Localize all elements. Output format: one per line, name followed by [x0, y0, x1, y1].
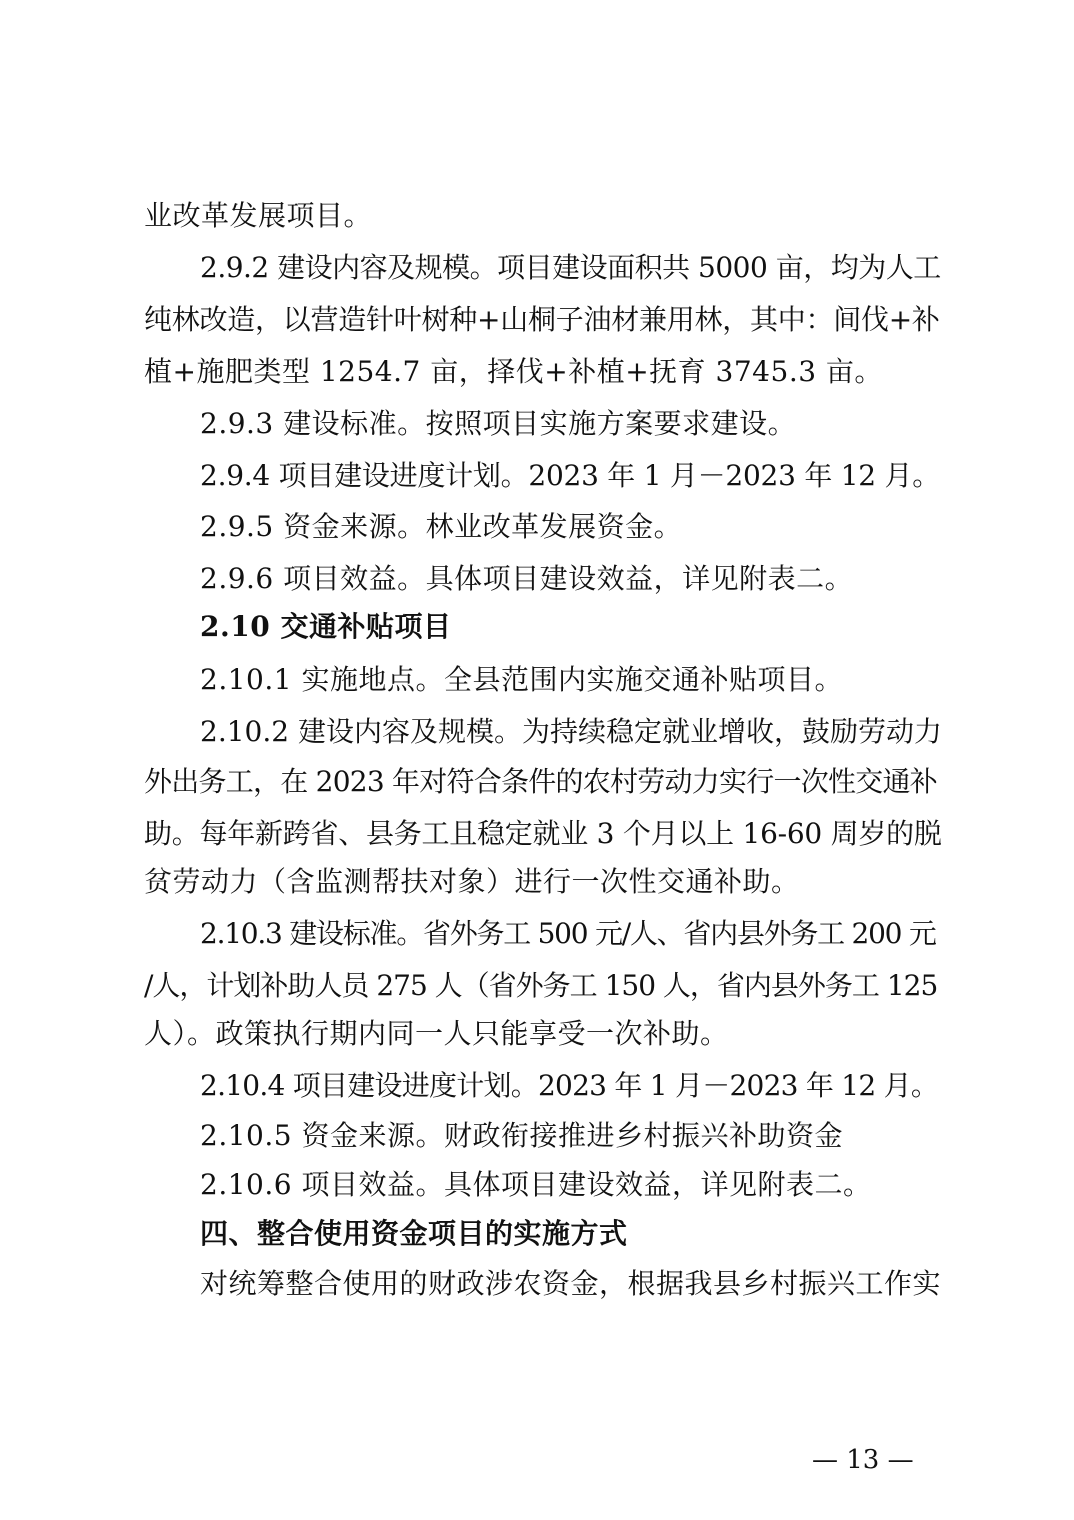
- page-number: — 13 —: [812, 1445, 914, 1475]
- text-line: 纯林改造，以营造针叶树种+山桐子油材兼用林，其中：间伐+补: [144, 303, 940, 336]
- text-line: 2.10.4 项目建设进度计划。2023 年 1 月－2023 年 12 月。: [200, 1069, 939, 1102]
- text-line: 外出务工，在 2023 年对符合条件的农村劳动力实行一次性交通补: [144, 765, 938, 798]
- text-line: 植+施肥类型 1254.7 亩，择伐+补植+抚育 3745.3 亩。: [144, 355, 883, 388]
- text-line: 人）。政策执行期内同一人只能享受一次补助。: [144, 1017, 729, 1050]
- section-heading: 四、整合使用资金项目的实施方式: [200, 1217, 628, 1250]
- text-line: 助。每年新跨省、县务工且稳定就业 3 个月以上 16-60 周岁的脱: [144, 817, 942, 850]
- text-line: 2.9.4 项目建设进度计划。2023 年 1 月－2023 年 12 月。: [200, 459, 941, 492]
- text-line: 2.10.6 项目效益。具体项目建设效益，详见附表二。: [200, 1168, 872, 1201]
- text-line: 贫劳动力（含监测帮扶对象）进行一次性交通补助。: [144, 865, 800, 898]
- text-line: 2.9.2 建设内容及规模。项目建设面积共 5000 亩，均为人工: [200, 251, 941, 284]
- text-line: 2.9.6 项目效益。具体项目建设效益，详见附表二。: [200, 562, 854, 595]
- text-line: 2.10.2 建设内容及规模。为持续稳定就业增收，鼓励劳动力: [200, 715, 942, 748]
- text-line: 2.10.5 资金来源。财政衔接推进乡村振兴补助资金: [200, 1119, 843, 1152]
- text-line: 对统筹整合使用的财政涉农资金，根据我县乡村振兴工作实: [200, 1267, 942, 1300]
- text-line: 2.9.3 建设标准。按照项目实施方案要求建设。: [200, 407, 797, 440]
- section-heading: 2.10 交通补贴项目: [200, 610, 452, 643]
- text-line: /人，计划补助人员 275 人（省外务工 150 人，省内县外务工 125: [144, 969, 938, 1002]
- text-line: 2.10.1 实施地点。全县范围内实施交通补贴项目。: [200, 663, 843, 696]
- text-line: 业改革发展项目。: [144, 199, 373, 232]
- text-line: 2.9.5 资金来源。林业改革发展资金。: [200, 510, 683, 543]
- text-line: 2.10.3 建设标准。省外务工 500 元/人、省内县外务工 200 元: [200, 917, 936, 950]
